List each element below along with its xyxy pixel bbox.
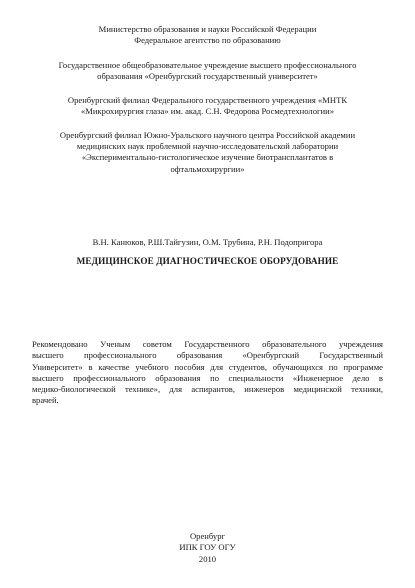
ministry-block <box>30 24 385 46</box>
imprint-publisher: ИПК ГОУ ОГУ <box>179 542 236 553</box>
authors: В.Н. Канюков, Р.Ш.Тайгузин, О.М. Трубина, Р.Н. Подопригора <box>92 237 323 247</box>
academy-block <box>30 130 385 175</box>
university-block <box>30 60 385 82</box>
ministry-line-2: Федеральное агентство по образованию <box>134 35 281 46</box>
ministry-line-1: Министерство образования и науки Российской Федерации <box>98 24 317 34</box>
recommendation-line-1: Рекомендовано Ученым советом Государственного образовательного учреждения <box>32 339 383 349</box>
academy-line-1: Оренбургский филиал Южно-Уральского научного центра Российской академии <box>59 130 356 140</box>
recommendation-line-4: высшего профессионального образования по специальности «Инженерное дело в <box>32 372 383 383</box>
university-line-1: Государственное общеобразовательное учреждение высшего профессионального <box>58 60 357 70</box>
imprint-city: Оренбург <box>189 531 226 541</box>
document-title: МЕДИЦИНСКОЕ ДИАГНОСТИЧЕСКОЕ ОБОРУДОВАНИЕ <box>76 256 339 266</box>
recommendation-line-6: врачей. <box>32 395 59 406</box>
academy-line-3: «Экспериментально-гистологическое изучение биотрансплантатов в <box>81 152 334 163</box>
mntk-line-1: Оренбургский филиал Федерального государственного учреждения «МНТК <box>67 95 348 105</box>
university-line-2: образования «Оренбургский государственный университет» <box>97 71 318 82</box>
recommendation-paragraph <box>32 339 383 407</box>
academy-line-4: офтальмохирургии» <box>170 163 245 174</box>
imprint-year: 2010 <box>198 553 217 564</box>
recommendation-line-2: высшего профессионального образования «Оренбургский Государственный <box>32 350 383 361</box>
mntk-line-2: «Микрохирургия глаза» им. акад. С.Н. Федорова Росмедтехнологии» <box>80 106 335 117</box>
academy-line-2: медицинских наук проблемной научно-исследовательской лаборатории <box>76 141 339 152</box>
recommendation-line-5: медико-биологической технике», для аспирантов, инженеров медицинской техники, <box>32 384 383 395</box>
imprint <box>30 531 385 565</box>
recommendation-line-3: Университет» в качестве учебного пособия для студентов, обучающихся по программе <box>32 361 383 372</box>
mntk-block <box>30 95 385 117</box>
